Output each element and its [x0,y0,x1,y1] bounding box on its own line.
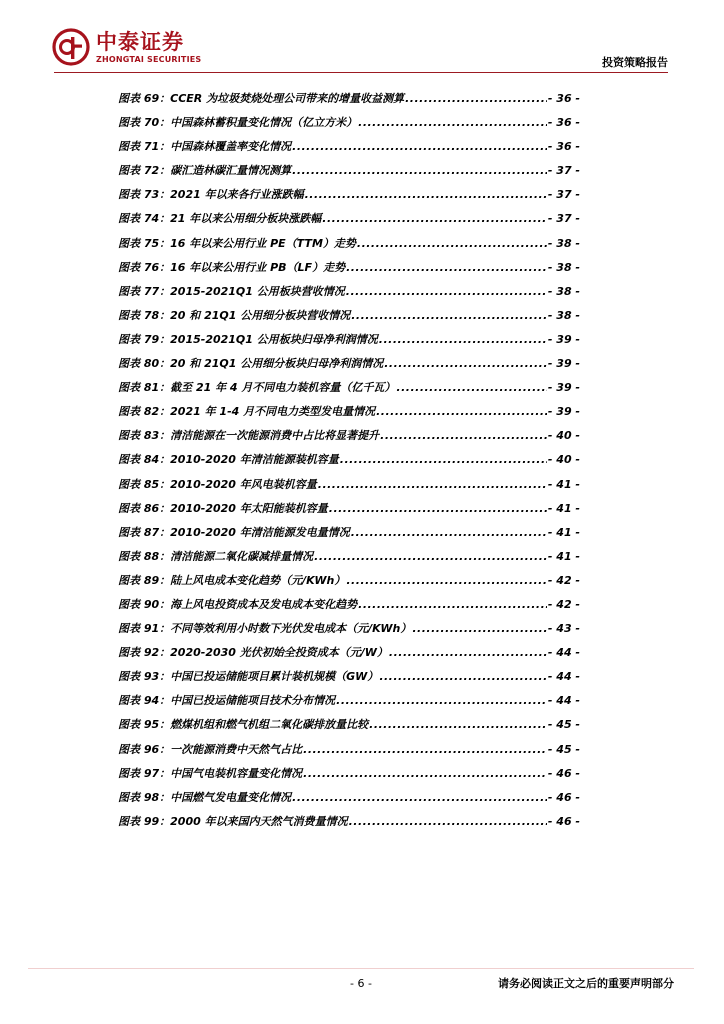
figure-list [118,90,580,837]
toc-dot-leader [346,285,547,298]
toc-entry-page: - 38 - [547,236,580,250]
toc-entry[interactable] [118,741,580,765]
toc-entry-page: - 39 - [547,332,580,346]
toc-entry-title: 图表 97：中国气电装机容量变化情况 [118,766,303,780]
toc-entry[interactable] [118,500,580,524]
toc-dot-leader [369,718,547,731]
toc-entry[interactable] [118,90,580,114]
toc-entry-page: - 39 - [547,357,580,371]
toc-entry[interactable] [118,235,580,259]
toc-entry[interactable] [118,355,580,379]
toc-entry[interactable] [118,476,580,500]
brand-logo [52,28,201,66]
toc-entry-page: - 36 - [547,92,580,105]
toc-entry-page: - 38 - [547,284,580,298]
toc-entry[interactable] [118,644,580,668]
toc-entry-title: 图表 89：陆上风电成本变化趋势（元/KWh） [118,573,346,587]
toc-dot-leader [351,526,547,539]
toc-entry-page: - 44 - [547,670,580,684]
page-header [0,0,724,80]
toc-entry[interactable] [118,548,580,572]
toc-entry-title: 图表 99：2000 年以来国内天然气消费量情况 [118,814,348,828]
toc-entry-title: 图表 72：碳汇造林碳汇量情况测算 [118,164,292,178]
toc-entry-page: - 41 - [547,501,580,515]
toc-entry-page: - 44 - [547,694,580,708]
toc-entry-title: 图表 85：2010-2020 年风电装机容量 [118,477,317,491]
toc-dot-leader [292,140,547,153]
toc-dot-leader [358,116,547,129]
toc-dot-leader [314,550,547,563]
toc-dot-leader [412,622,547,635]
toc-entry-page: - 36 - [547,116,580,130]
toc-entry-title: 图表 90：海上风电投资成本及发电成本变化趋势 [118,597,358,611]
brand-name-en: ZHONGTAI SECURITIES [96,54,202,64]
toc-entry[interactable] [118,162,580,186]
toc-dot-leader [379,670,547,683]
toc-dot-leader [305,188,547,201]
toc-entry-title: 图表 87：2010-2020 年清洁能源发电量情况 [118,525,350,539]
toc-entry-title: 图表 96：一次能源消费中天然气占比 [118,742,303,756]
toc-entry-page: - 45 - [547,718,580,732]
toc-dot-leader [358,598,547,611]
toc-entry[interactable] [118,596,580,620]
toc-entry[interactable] [118,716,580,740]
toc-entry-title: 图表 71：中国森林覆盖率变化情况 [118,140,292,154]
toc-entry-page: - 41 - [547,549,580,563]
toc-entry[interactable] [118,403,580,427]
page-number: - 6 - [350,977,372,990]
toc-dot-leader [292,791,547,804]
toc-entry[interactable] [118,620,580,644]
toc-entry-page: - 39 - [547,405,580,419]
toc-entry-title: 图表 70：中国森林蓄积量变化情况（亿立方米） [118,116,358,130]
toc-entry[interactable] [118,259,580,283]
toc-entry[interactable] [118,331,580,355]
toc-entry[interactable] [118,765,580,789]
toc-dot-leader [379,333,547,346]
toc-entry-page: - 39 - [547,381,580,395]
toc-dot-leader [351,309,547,322]
toc-entry-page: - 40 - [547,453,580,467]
toc-entry-page: - 42 - [547,597,580,611]
toc-dot-leader [322,212,547,225]
toc-entry[interactable] [118,138,580,162]
toc-entry-page: - 36 - [547,140,580,154]
report-type: 投资策略报告 [602,56,668,69]
toc-entry[interactable] [118,210,580,234]
toc-entry-page: - 43 - [547,622,580,636]
toc-entry-page: - 40 - [547,429,580,443]
toc-entry-page: - 46 - [547,814,580,828]
toc-entry-page: - 42 - [547,573,580,587]
toc-entry-title: 图表 74：21 年以来公用细分板块涨跌幅 [118,212,322,226]
toc-entry-title: 图表 84：2010-2020 年清洁能源装机容量 [118,453,339,467]
toc-entry[interactable] [118,789,580,813]
toc-dot-leader [329,502,547,515]
toc-dot-leader [346,574,547,587]
toc-dot-leader [384,357,547,370]
toc-dot-leader [389,646,547,659]
toc-entry[interactable] [118,283,580,307]
toc-entry-title: 图表 77：2015-2021Q1 公用板块营收情况 [118,284,345,298]
header-divider [54,72,668,73]
toc-entry-title: 图表 86：2010-2020 年太阳能装机容量 [118,501,328,515]
toc-entry-title: 图表 92：2020-2030 光伏初始全投资成本（元/W） [118,646,388,660]
toc-entry[interactable] [118,572,580,596]
toc-entry[interactable] [118,813,580,837]
toc-dot-leader [318,478,547,491]
toc-entry[interactable] [118,186,580,210]
toc-entry-title: 图表 76：16 年以来公用行业 PB（LF）走势 [118,260,346,274]
toc-entry-title: 图表 94：中国已投运储能项目技术分布情况 [118,694,336,708]
toc-entry-title: 图表 81：截至 21 年 4 月不同电力装机容量（亿千瓦） [118,381,396,395]
toc-entry-title: 图表 88：清洁能源二氧化碳减排量情况 [118,549,314,563]
toc-dot-leader [380,429,547,442]
toc-entry[interactable] [118,379,580,403]
toc-dot-leader [303,743,547,756]
zhongtai-logo-icon [52,28,90,66]
toc-entry-title: 图表 69：CCER 为垃圾焚烧处理公司带来的增量收益测算 [118,92,405,105]
toc-dot-leader [303,767,547,780]
toc-entry-title: 图表 83：清洁能源在一次能源消费中占比将显著提升 [118,429,380,443]
toc-entry-title: 图表 75：16 年以来公用行业 PE（TTM）走势 [118,236,356,250]
toc-dot-leader [405,92,547,105]
toc-dot-leader [357,237,547,250]
toc-entry[interactable] [118,427,580,451]
toc-dot-leader [396,381,546,394]
footer-divider [28,968,694,969]
disclaimer-text: 请务必阅读正文之后的重要声明部分 [498,977,674,990]
toc-entry-page: - 37 - [547,164,580,178]
toc-entry-page: - 37 - [547,188,580,202]
toc-dot-leader [346,261,547,274]
toc-entry-page: - 46 - [547,766,580,780]
toc-dot-leader [336,694,547,707]
toc-entry[interactable] [118,114,580,138]
brand-name-cn: 中泰证券 [96,29,184,54]
toc-entry-page: - 37 - [547,212,580,226]
toc-entry-page: - 41 - [547,525,580,539]
toc-entry[interactable] [118,692,580,716]
toc-entry-title: 图表 80：20 和 21Q1 公用细分板块归母净利润情况 [118,357,384,371]
toc-dot-leader [376,405,547,418]
toc-dot-leader [349,815,547,828]
toc-entry-title: 图表 91：不同等效利用小时数下光伏发电成本（元/KWh） [118,622,412,636]
toc-entry-page: - 38 - [547,260,580,274]
toc-entry-title: 图表 79：2015-2021Q1 公用板块归母净利润情况 [118,332,378,346]
toc-entry[interactable] [118,524,580,548]
toc-entry-title: 图表 98：中国燃气发电量变化情况 [118,790,292,804]
toc-entry-page: - 41 - [547,477,580,491]
toc-entry-title: 图表 73：2021 年以来各行业涨跌幅 [118,188,304,202]
toc-dot-leader [340,453,547,466]
toc-entry-title: 图表 93：中国已投运储能项目累计装机规模（GW） [118,670,379,684]
toc-entry-title: 图表 78：20 和 21Q1 公用细分板块营收情况 [118,308,351,322]
toc-entry-page: - 44 - [547,646,580,660]
toc-dot-leader [292,164,547,177]
toc-entry-title: 图表 82：2021 年 1-4 月不同电力类型发电量情况 [118,405,376,419]
toc-entry-title: 图表 95：燃煤机组和燃气机组二氧化碳排放量比较 [118,718,369,732]
toc-entry[interactable] [118,668,580,692]
toc-entry[interactable] [118,451,580,475]
toc-entry-page: - 38 - [547,308,580,322]
toc-entry[interactable] [118,307,580,331]
toc-entry-page: - 45 - [547,742,580,756]
toc-entry-page: - 46 - [547,790,580,804]
